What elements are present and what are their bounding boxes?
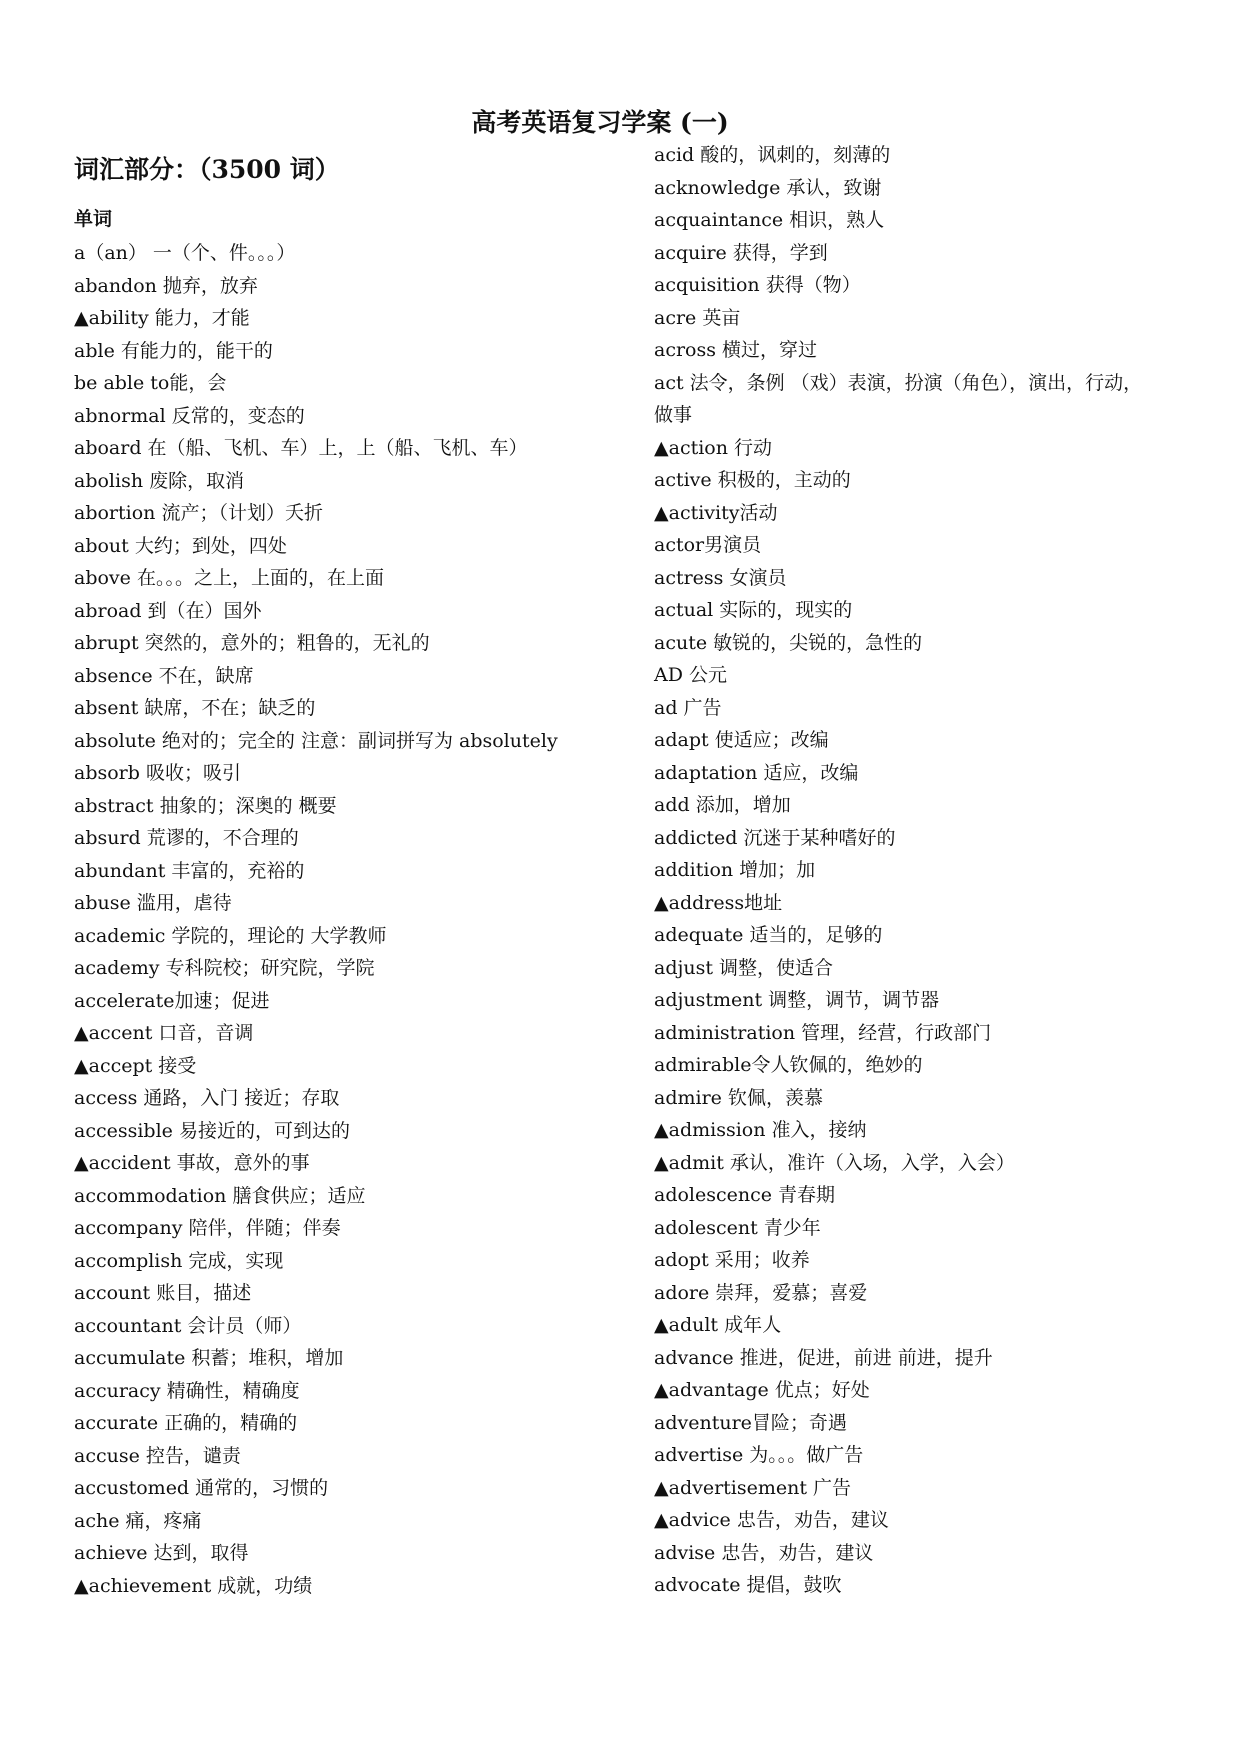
vocab-entry: academic 学院的，理论的 大学教师 (74, 924, 387, 947)
vocab-entry: adopt 采用；收养 (654, 1249, 810, 1271)
vocab-entry: abundant 丰富的，充裕的 (74, 859, 305, 882)
page-title: 高考英语复习学案 (一) (471, 107, 729, 137)
vocab-entry: above 在。。。之上，上面的，在上面 (74, 567, 384, 589)
vocab-entry: actress 女演员 (654, 566, 787, 589)
vocab-entry: abandon 抛弃，放弃 (74, 274, 258, 297)
vocab-entry: ▲accident 事故，意外的事 (74, 1152, 310, 1174)
vocab-entry: ache 痛，疼痛 (74, 1509, 202, 1532)
vocab-entry: ▲action 行动 (654, 436, 773, 459)
vocab-entry: accommodation 膳食供应；适应 (74, 1184, 366, 1207)
vocab-entry: addicted 沉迷于某种嗜好的 (654, 826, 896, 849)
vocab-entry: about 大约；到处，四处 (74, 534, 287, 557)
left-word-list (74, 237, 558, 1602)
vocab-entry: administration 管理，经营，行政部门 (654, 1021, 992, 1044)
vocab-entry: ▲achievement 成就，功绩 (74, 1574, 313, 1597)
section-title: 词汇部分：（3500 词） (74, 155, 340, 184)
vocab-entry: accumulate 积蓄；堆积，增加 (74, 1347, 344, 1369)
vocab-entry: acknowledge 承认，致谢 (654, 176, 882, 199)
vocab-entry: adore 崇拜，爱慕；喜爱 (654, 1281, 868, 1304)
vocab-entry: ad 广告 (654, 696, 722, 719)
vocab-entry: adolescence 青春期 (654, 1184, 836, 1206)
vocab-entry: abstract 抽象的；深奥的 概要 (74, 794, 337, 817)
vocab-entry: adjustment 调整，调节，调节器 (654, 989, 940, 1011)
vocab-entry: AD 公元 (654, 664, 727, 686)
vocab-entry: active 积极的，主动的 (654, 469, 851, 491)
vocab-entry: ▲accept 接受 (74, 1054, 197, 1077)
vocab-entry: abroad 到（在）国外 (74, 599, 262, 622)
vocab-entry: adaptation 适应，改编 (654, 761, 859, 784)
vocab-entry: access 通路，入门 接近；存取 (74, 1087, 340, 1109)
vocab-entry: across 横过，穿过 (654, 339, 818, 361)
vocab-entry: accurate 正确的，精确的 (74, 1412, 298, 1434)
vocab-entry: be able to能，会 (74, 372, 227, 394)
vocab-entry: abnormal 反常的，变态的 (74, 404, 305, 427)
vocab-entry: ▲ability 能力，才能 (74, 307, 250, 329)
vocab-entry: absence 不在，缺席 (74, 664, 254, 687)
vocab-entry: ▲adult 成年人 (654, 1314, 782, 1336)
vocab-entry: actual 实际的，现实的 (654, 599, 853, 621)
vocab-entry: abrupt 突然的，意外的；粗鲁的，无礼的 (74, 632, 430, 654)
vocab-entry: adequate 适当的，足够的 (654, 924, 883, 946)
vocab-entry: 做事 (654, 404, 693, 426)
vocab-entry: abuse 滥用，虐待 (74, 892, 232, 914)
vocab-entry: advocate 提倡，鼓吹 (654, 1574, 842, 1596)
vocab-entry: ▲advice 忠告，劝告，建议 (654, 1509, 889, 1531)
vocab-entry: actor男演员 (654, 534, 762, 556)
vocab-entry: acquaintance 相识，熟人 (654, 209, 885, 231)
vocab-entry: accuse 控告，谴责 (74, 1444, 241, 1467)
vocab-entry: acute 敏锐的，尖锐的，急性的 (654, 631, 923, 654)
vocab-entry: advertise 为。。。做广告 (654, 1444, 864, 1466)
vocab-entry: act 法令，条例 （戏）表演，扮演（角色），演出，行动， (654, 371, 1143, 394)
vocab-entry: accomplish 完成，实现 (74, 1249, 284, 1272)
vocab-entry: accountant 会计员（师） (74, 1314, 302, 1337)
vocab-entry: acre 英亩 (654, 306, 741, 329)
vocab-entry: aboard 在（船、飞机、车）上，上（船、飞机、车） (74, 437, 528, 459)
vocab-entry: addition 增加；加 (654, 859, 816, 881)
right-word-list (654, 139, 1142, 1602)
vocab-entry: acquire 获得，学到 (654, 241, 828, 264)
vocab-entry: ▲address地址 (654, 891, 783, 914)
vocab-entry: accustomed 通常的，习惯的 (74, 1477, 329, 1499)
vocab-entry: advance 推进，促进，前进 前进，提升 (654, 1346, 993, 1369)
vocab-entry: acquisition 获得（物） (654, 274, 861, 296)
vocab-entry: adventure冒险；奇遇 (654, 1411, 847, 1434)
vocab-entry: academy 专科院校；研究院，学院 (74, 957, 375, 979)
vocab-entry: abolish 废除，取消 (74, 469, 245, 492)
vocab-entry: adjust 调整，使适合 (654, 956, 834, 979)
vocab-entry: ▲activity活动 (654, 501, 778, 524)
vocab-entry: add 添加，增加 (654, 794, 791, 816)
vocab-entry: accuracy 精确性，精确度 (74, 1379, 300, 1402)
vocab-entry: achieve 达到，取得 (74, 1542, 249, 1564)
vocab-entry: absent 缺席，不在；缺乏的 (74, 697, 316, 719)
vocab-entry: accessible 易接近的，可到达的 (74, 1119, 350, 1142)
section-subtitle: 单词 (74, 208, 113, 230)
vocab-entry: ▲admission 准入，接纳 (654, 1119, 867, 1141)
vocab-entry: a（an） 一（个、件。。。） (74, 242, 296, 264)
vocab-entry: ▲advertisement 广告 (654, 1476, 852, 1499)
vocab-entry: absorb 吸收；吸引 (74, 762, 241, 784)
vocab-entry: advise 忠告，劝告，建议 (654, 1541, 874, 1564)
vocab-entry: admirable令人钦佩的，绝妙的 (654, 1054, 923, 1076)
vocab-entry: ▲admit 承认，准许（入场，入学，入会） (654, 1151, 1015, 1174)
vocab-entry: accompany 陪伴，伴随；伴奏 (74, 1217, 341, 1239)
vocab-entry: ▲accent 口音，音调 (74, 1022, 254, 1044)
vocab-entry: ▲advantage 优点；好处 (654, 1379, 870, 1401)
vocab-entry: account 账目，描述 (74, 1282, 252, 1304)
vocab-entry: acid 酸的，讽刺的，刻薄的 (654, 144, 891, 166)
vocab-entry: accelerate加速；促进 (74, 989, 270, 1012)
vocab-entry: absurd 荒谬的，不合理的 (74, 827, 299, 849)
vocab-entry: admire 钦佩，羡慕 (654, 1086, 823, 1109)
vocab-entry: adapt 使适应；改编 (654, 729, 829, 751)
vocab-entry: absolute 绝对的；完全的 注意：副词拼写为 absolutely (74, 729, 558, 752)
vocab-entry: able 有能力的，能干的 (74, 339, 273, 362)
vocab-entry: adolescent 青少年 (654, 1216, 821, 1239)
vocab-entry: abortion 流产；（计划）夭折 (74, 502, 323, 524)
